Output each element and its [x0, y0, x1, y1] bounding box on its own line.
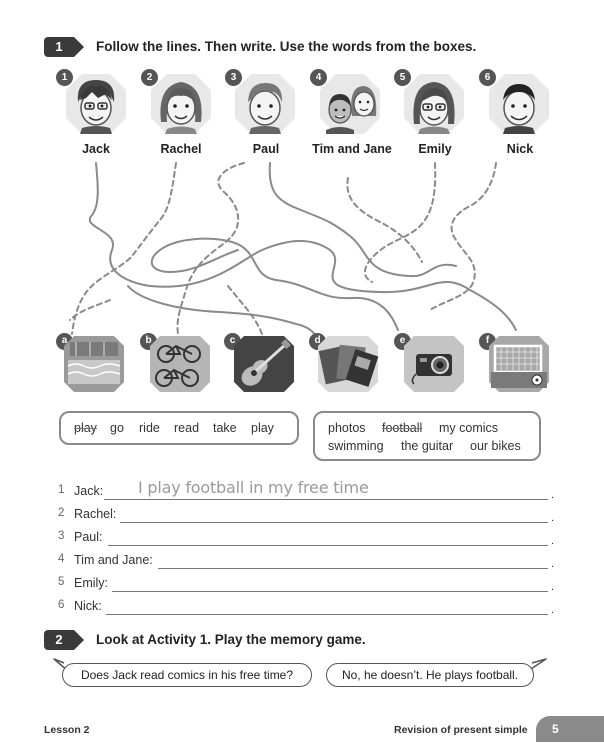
- person-name: Paul: [252, 142, 280, 156]
- line-label: Paul:: [74, 530, 103, 544]
- activity-number-badge: 1: [44, 37, 74, 57]
- writing-line: [58, 505, 554, 525]
- page-number: 5: [536, 716, 604, 742]
- line-period: .: [550, 512, 554, 524]
- writing-line: [58, 597, 554, 617]
- answer-field[interactable]: [112, 591, 548, 592]
- writing-line: [58, 574, 554, 594]
- line-number: 3: [58, 530, 65, 542]
- line-label: Nick:: [74, 599, 102, 613]
- activity-instruction: Look at Activity 1. Play the memory game.: [96, 632, 366, 647]
- person-name: Jack: [82, 142, 110, 156]
- person-number: 3: [225, 69, 242, 86]
- line-period: .: [550, 581, 554, 593]
- comics-icon: [316, 334, 380, 394]
- line-period: .: [550, 489, 554, 501]
- verb-word: read: [174, 421, 200, 435]
- nouns-box: [313, 411, 541, 461]
- footer-lesson: Lesson 2: [44, 724, 90, 736]
- person-number: 2: [141, 69, 158, 86]
- line-period: .: [550, 604, 554, 616]
- question-speech-bubble: Does Jack read comics in his free time?: [62, 663, 312, 687]
- writing-line: [58, 478, 554, 502]
- guitar-icon: [232, 334, 296, 394]
- football-goal-icon: [487, 334, 551, 394]
- verbs-box: [59, 411, 299, 445]
- writing-line: [58, 528, 554, 548]
- person-name: Nick: [506, 142, 534, 156]
- line-number: 5: [58, 576, 65, 588]
- person-name: Tim and Jane: [312, 142, 392, 156]
- picture-letter: a: [56, 333, 73, 350]
- verb-word: play: [251, 421, 274, 435]
- answer-field[interactable]: [106, 614, 548, 615]
- line-label: Rachel:: [74, 507, 117, 521]
- verb-word: play: [74, 421, 97, 435]
- picture-letter: c: [224, 333, 241, 350]
- person-number: 4: [310, 69, 327, 86]
- verb-word: ride: [139, 421, 160, 435]
- picture-letter: e: [394, 333, 411, 350]
- line-label: Emily:: [74, 576, 109, 590]
- answer-field[interactable]: [104, 499, 548, 500]
- footer-topic: Revision of present simple: [394, 724, 528, 736]
- line-period: .: [550, 558, 554, 570]
- line-number: 1: [58, 484, 65, 496]
- answer-field[interactable]: [158, 568, 548, 569]
- person-name: Emily: [418, 142, 452, 156]
- noun-word: the guitar: [401, 439, 454, 453]
- person-number: 5: [394, 69, 411, 86]
- answer-speech-bubble: No, he doesn’t. He plays football.: [326, 663, 534, 687]
- line-number: 4: [58, 553, 65, 565]
- line-label: Tim and Jane:: [74, 553, 153, 567]
- line-number: 6: [58, 599, 65, 611]
- person-number: 1: [56, 69, 73, 86]
- noun-word: football: [382, 421, 423, 435]
- person-number: 6: [479, 69, 496, 86]
- verb-word: go: [110, 421, 124, 435]
- bikes-icon: [148, 334, 212, 394]
- line-label: Jack:: [74, 484, 104, 498]
- noun-word: our bikes: [470, 439, 521, 453]
- verb-word: take: [213, 421, 237, 435]
- line-number: 2: [58, 507, 65, 519]
- picture-letter: f: [479, 333, 496, 350]
- person-name: Rachel: [160, 142, 202, 156]
- line-period: .: [550, 535, 554, 547]
- swimming-pool-icon: [62, 334, 126, 394]
- noun-word: my comics: [439, 421, 499, 435]
- activity-number-badge: 2: [44, 630, 74, 650]
- picture-letter: b: [140, 333, 157, 350]
- writing-line: [58, 551, 554, 571]
- camera-icon: [402, 334, 466, 394]
- answer-field[interactable]: [108, 545, 548, 546]
- noun-word: swimming: [328, 439, 384, 453]
- activity-instruction: Follow the lines. Then write. Use the words from the boxes.: [96, 39, 477, 54]
- answer-field[interactable]: [120, 522, 548, 523]
- picture-letter: d: [309, 333, 326, 350]
- noun-word: photos: [328, 421, 366, 435]
- handwritten-answer: I play football in my free time: [138, 478, 369, 497]
